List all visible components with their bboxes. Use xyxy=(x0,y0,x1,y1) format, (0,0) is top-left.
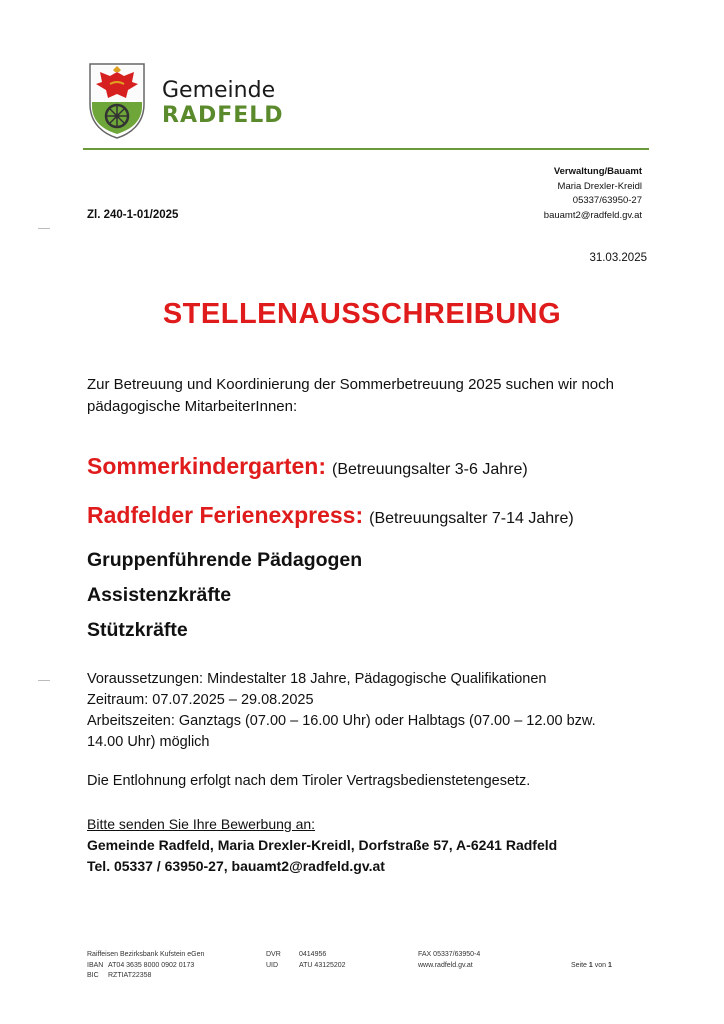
margin-punch-mark xyxy=(38,680,50,681)
application-heading: Bitte senden Sie Ihre Bewerbung an: xyxy=(87,816,316,832)
page-total: 1 xyxy=(608,961,612,969)
program-name: Sommerkindergarten: xyxy=(87,453,327,479)
page-current: 1 xyxy=(588,961,593,969)
reference-number: Zl. 240-1-01/2025 xyxy=(87,209,179,221)
municipality-name-line2: RADFELD xyxy=(162,103,284,128)
footer-uid-label: UID xyxy=(266,961,279,969)
contact-phone: 05337/63950-27 xyxy=(572,195,642,206)
coat-of-arms-logo xyxy=(86,60,148,140)
footer-website: www.radfeld.gv.at xyxy=(418,961,473,969)
document-date: 31.03.2025 xyxy=(589,252,647,264)
footer-bank-name: Raiffeisen Bezirksbank Kufstein eGen xyxy=(87,951,205,958)
program-summer-kindergarten xyxy=(87,453,528,480)
page-of: von xyxy=(594,961,607,969)
requirements-block xyxy=(87,669,657,753)
contact-person: Maria Drexler-Kreidl xyxy=(557,180,642,192)
working-hours-line: Arbeitszeiten: Ganztags (07.00 – 16.00 Uhr) oder Halbtags (07.00 – 12.00 bzw. xyxy=(87,713,596,729)
page-title: STELLENAUSSCHREIBUNG xyxy=(162,298,562,330)
footer-contact-info xyxy=(418,950,480,971)
footer-bic-label: BIC xyxy=(87,972,99,979)
municipality-name xyxy=(162,80,284,127)
footer-fax: FAX 05337/63950-4 xyxy=(418,951,481,958)
contact-email: bauamt2@radfeld.gv.at xyxy=(543,209,642,221)
requirements-line: Voraussetzungen: Mindestalter 18 Jahre, Pädagogische Qualifikationen xyxy=(87,671,547,687)
role-assistant: Assistenzkräfte xyxy=(87,584,232,606)
period-line: Zeitraum: 07.07.2025 – 29.08.2025 xyxy=(87,692,314,708)
application-address: Gemeinde Radfeld, Maria Drexler-Kreidl, Dorfstraße 57, A-6241 Radfeld xyxy=(87,837,558,853)
footer-bic: RZTIAT22358 xyxy=(108,972,152,979)
footer-registry-info xyxy=(266,950,346,971)
header-divider xyxy=(83,148,649,150)
program-age-range: (Betreuungsalter 3-6 Jahre) xyxy=(332,461,528,478)
page-prefix: Seite xyxy=(571,961,587,969)
role-support: Stützkräfte xyxy=(87,619,188,641)
program-name: Radfelder Ferienexpress: xyxy=(87,502,364,528)
margin-fold-mark xyxy=(38,228,50,229)
role-group-lead: Gruppenführende Pädagogen xyxy=(87,549,363,571)
footer-dvr: 0414956 xyxy=(299,951,327,958)
application-contact: Tel. 05337 / 63950-27, bauamt2@radfeld.gv.at xyxy=(87,858,385,874)
contact-block xyxy=(544,165,642,223)
footer-iban-label: IBAN xyxy=(87,961,104,969)
footer-bank-info xyxy=(87,950,204,982)
footer-dvr-label: DVR xyxy=(266,951,281,958)
program-age-range: (Betreuungsalter 7-14 Jahre) xyxy=(369,510,574,527)
footer-uid: ATU 43125202 xyxy=(299,961,346,969)
municipality-name-line1: Gemeinde xyxy=(162,78,276,103)
salary-note: Die Entlohnung erfolgt nach dem Tiroler Vertragsbedienstetengesetz. xyxy=(87,773,531,789)
contact-department: Verwaltung/Bauamt xyxy=(553,166,642,177)
program-ferienexpress xyxy=(87,502,574,529)
application-block xyxy=(87,814,557,877)
footer-page-number xyxy=(571,961,612,972)
footer-iban: AT04 3635 8000 0902 0173 xyxy=(108,961,195,969)
working-hours-line-cont: 14.00 Uhr) möglich xyxy=(87,734,210,750)
intro-paragraph: Zur Betreuung und Koordinierung der Sommerbetreuung 2025 suchen wir noch pädagogische MitarbeiterInnen: xyxy=(87,376,614,415)
